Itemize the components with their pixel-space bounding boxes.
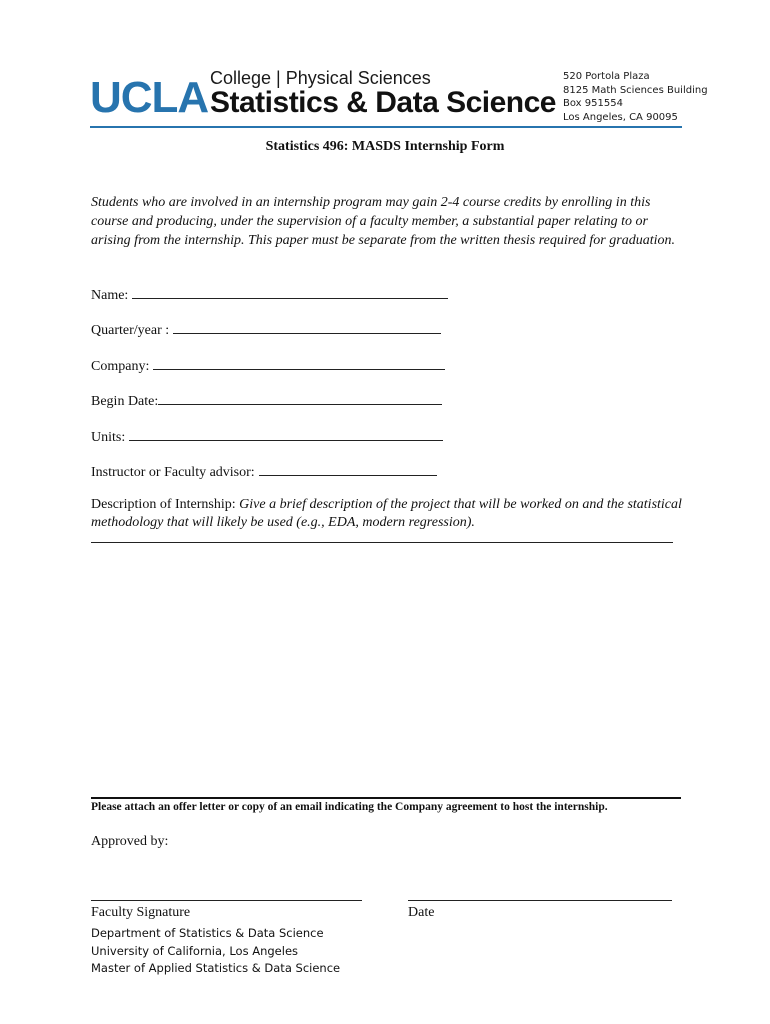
address-line: 520 Portola Plaza	[563, 71, 650, 82]
begin-date-label: Begin Date:	[91, 394, 159, 409]
approved-by-label: Approved by:	[91, 834, 169, 849]
name-blank[interactable]	[132, 284, 448, 299]
company-field[interactable]	[91, 355, 445, 376]
footer-line: University of California, Los Angeles	[91, 943, 299, 958]
begin-date-blank[interactable]	[158, 390, 442, 405]
department-name: Statistics & Data Science	[210, 86, 556, 119]
advisor-label: Instructor or Faculty advisor:	[91, 465, 255, 480]
quarter-label: Quarter/year :	[91, 323, 170, 338]
footer-line: Master of Applied Statistics & Data Science	[91, 961, 341, 975]
date-line[interactable]	[408, 900, 672, 901]
footer-line: Department of Statistics & Data Science	[91, 926, 324, 940]
footer-block	[91, 925, 340, 978]
name-label: Name:	[91, 288, 129, 303]
description-input-line[interactable]	[91, 542, 673, 543]
description-block	[91, 496, 691, 532]
intro-paragraph: Students who are involved in an internship program may gain 2-4 course credits by enrolling in this course and producing, under the supervision of a faculty member, a substantial paper relating to or arising from the internship. This paper must be separate from the written thesis required for graduation.	[91, 195, 675, 248]
company-blank[interactable]	[153, 355, 445, 370]
attach-note: Please attach an offer letter or copy of an email indicating the Company agreement to host the internship.	[91, 801, 608, 813]
header-divider	[90, 126, 682, 128]
advisor-field[interactable]	[91, 461, 437, 482]
faculty-signature-label: Faculty Signature	[91, 905, 191, 920]
units-blank[interactable]	[129, 426, 443, 441]
name-field[interactable]	[91, 284, 448, 305]
college-name: College | Physical Sciences	[210, 68, 431, 88]
attach-divider	[91, 797, 681, 799]
begin-date-field[interactable]	[91, 390, 442, 411]
units-label: Units:	[91, 430, 126, 445]
quarter-field[interactable]	[91, 319, 441, 340]
units-field[interactable]	[91, 426, 443, 447]
faculty-signature-line[interactable]	[91, 900, 362, 901]
address-line: Box 951554	[563, 98, 623, 109]
address-block	[563, 70, 708, 124]
quarter-blank[interactable]	[173, 319, 441, 334]
description-label: Description of Internship:	[91, 497, 236, 512]
company-label: Company:	[91, 359, 150, 374]
ucla-logo: UCLA	[90, 73, 209, 122]
date-label: Date	[408, 905, 435, 920]
address-line: Los Angeles, CA 90095	[563, 111, 678, 123]
address-line: 8125 Math Sciences Building	[563, 84, 708, 96]
form-title: Statistics 496: MASDS Internship Form	[265, 139, 505, 154]
description-hint: Give a brief description of the project that will be worked on and the statistical methodology that will likely be used (e.g., EDA, modern regression).	[91, 497, 682, 530]
advisor-blank[interactable]	[259, 461, 437, 476]
